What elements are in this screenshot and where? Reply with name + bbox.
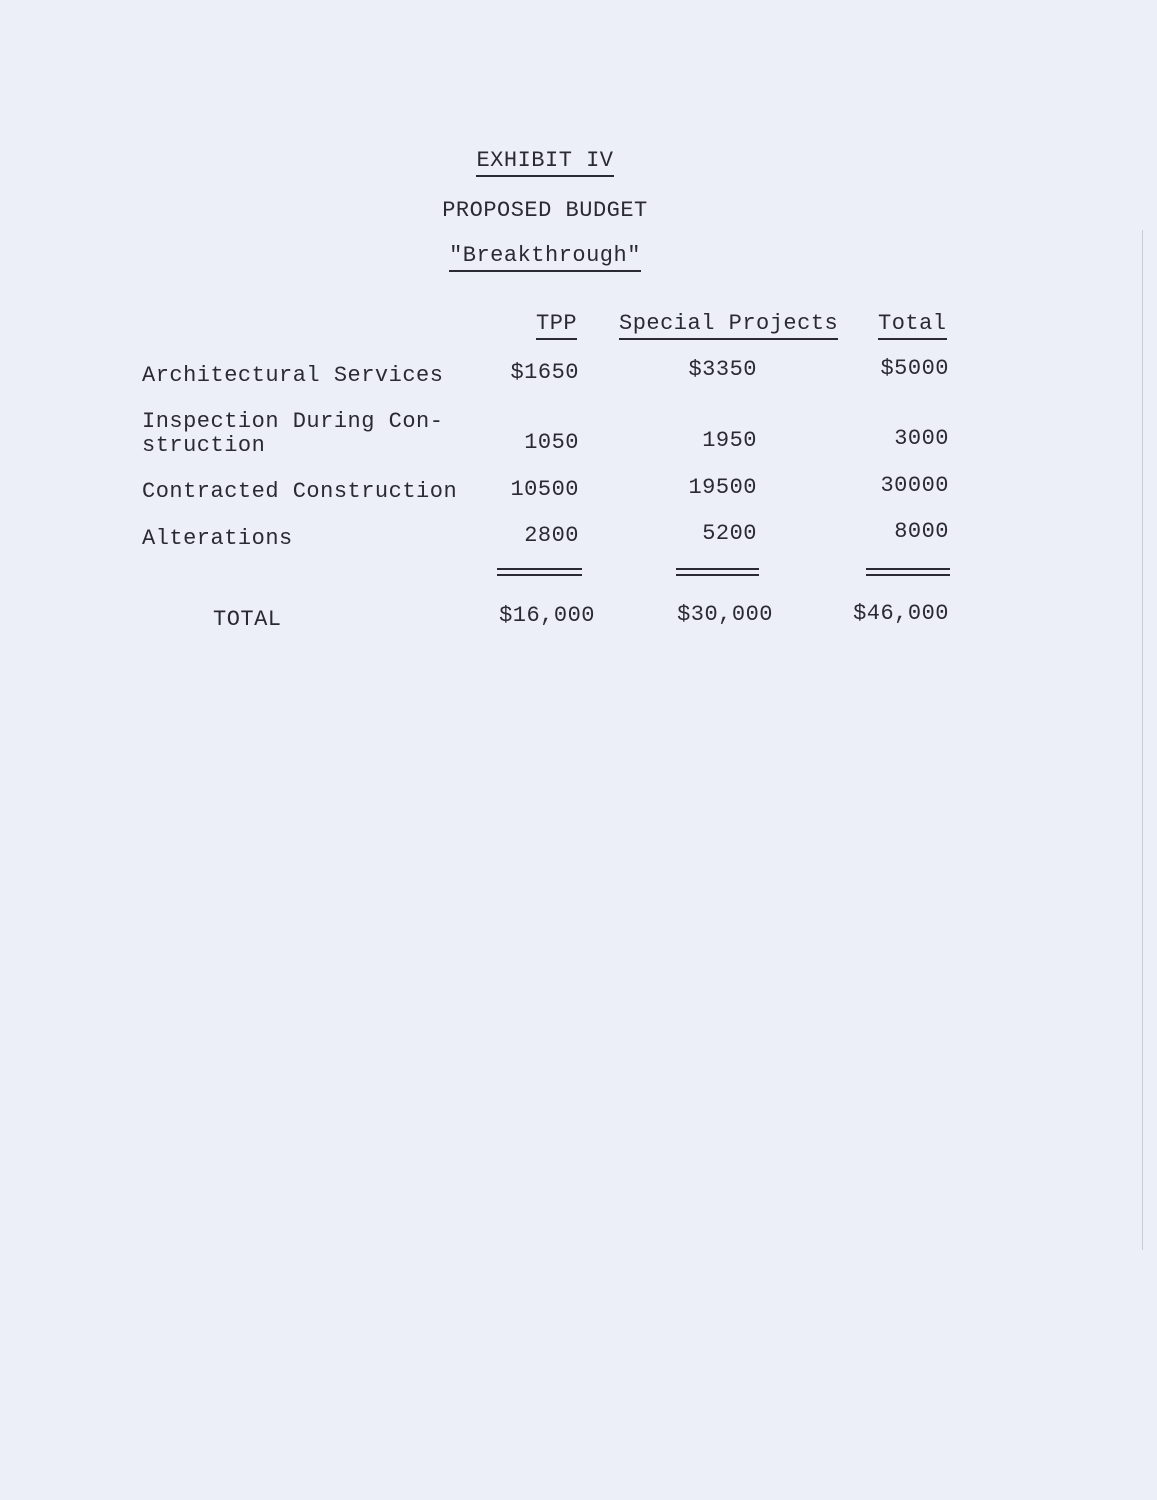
cell-alterations-special: 5200	[702, 521, 757, 546]
page-edge-shadow	[1142, 230, 1143, 1250]
cell-architectural-tpp: $1650	[510, 360, 579, 385]
document-subtitle: "Breakthrough"	[449, 243, 641, 272]
column-header-total: Total	[878, 311, 947, 340]
total-tpp: $16,000	[499, 603, 595, 628]
row-label-contracted-construction: Contracted Construction	[142, 479, 458, 504]
column-header-tpp: TPP	[536, 311, 577, 340]
cell-inspection-total: 3000	[894, 426, 949, 451]
document-subtitle-wrap	[0, 243, 1090, 268]
double-rule-total	[866, 568, 950, 576]
cell-architectural-special: $3350	[688, 357, 757, 382]
row-label-alterations: Alterations	[142, 526, 293, 551]
double-rule-tpp	[497, 568, 582, 576]
cell-inspection-tpp: 1050	[524, 430, 579, 455]
cell-inspection-special: 1950	[702, 428, 757, 453]
total-row-label: TOTAL	[213, 607, 282, 632]
cell-architectural-total: $5000	[880, 356, 949, 381]
exhibit-heading	[0, 148, 1090, 173]
cell-alterations-total: 8000	[894, 519, 949, 544]
exhibit-label: EXHIBIT IV	[476, 148, 613, 177]
row-label-architectural-services: Architectural Services	[142, 363, 444, 388]
cell-alterations-tpp: 2800	[524, 523, 579, 548]
total-special: $30,000	[677, 602, 773, 627]
cell-contracted-special: 19500	[688, 475, 757, 500]
double-rule-special	[676, 568, 759, 576]
cell-contracted-tpp: 10500	[510, 477, 579, 502]
document-title: PROPOSED BUDGET	[442, 198, 648, 223]
total-grand: $46,000	[853, 601, 949, 626]
row-label-inspection: Inspection During Con- struction	[142, 409, 444, 458]
cell-contracted-total: 30000	[880, 473, 949, 498]
column-header-special-projects: Special Projects	[619, 311, 838, 340]
